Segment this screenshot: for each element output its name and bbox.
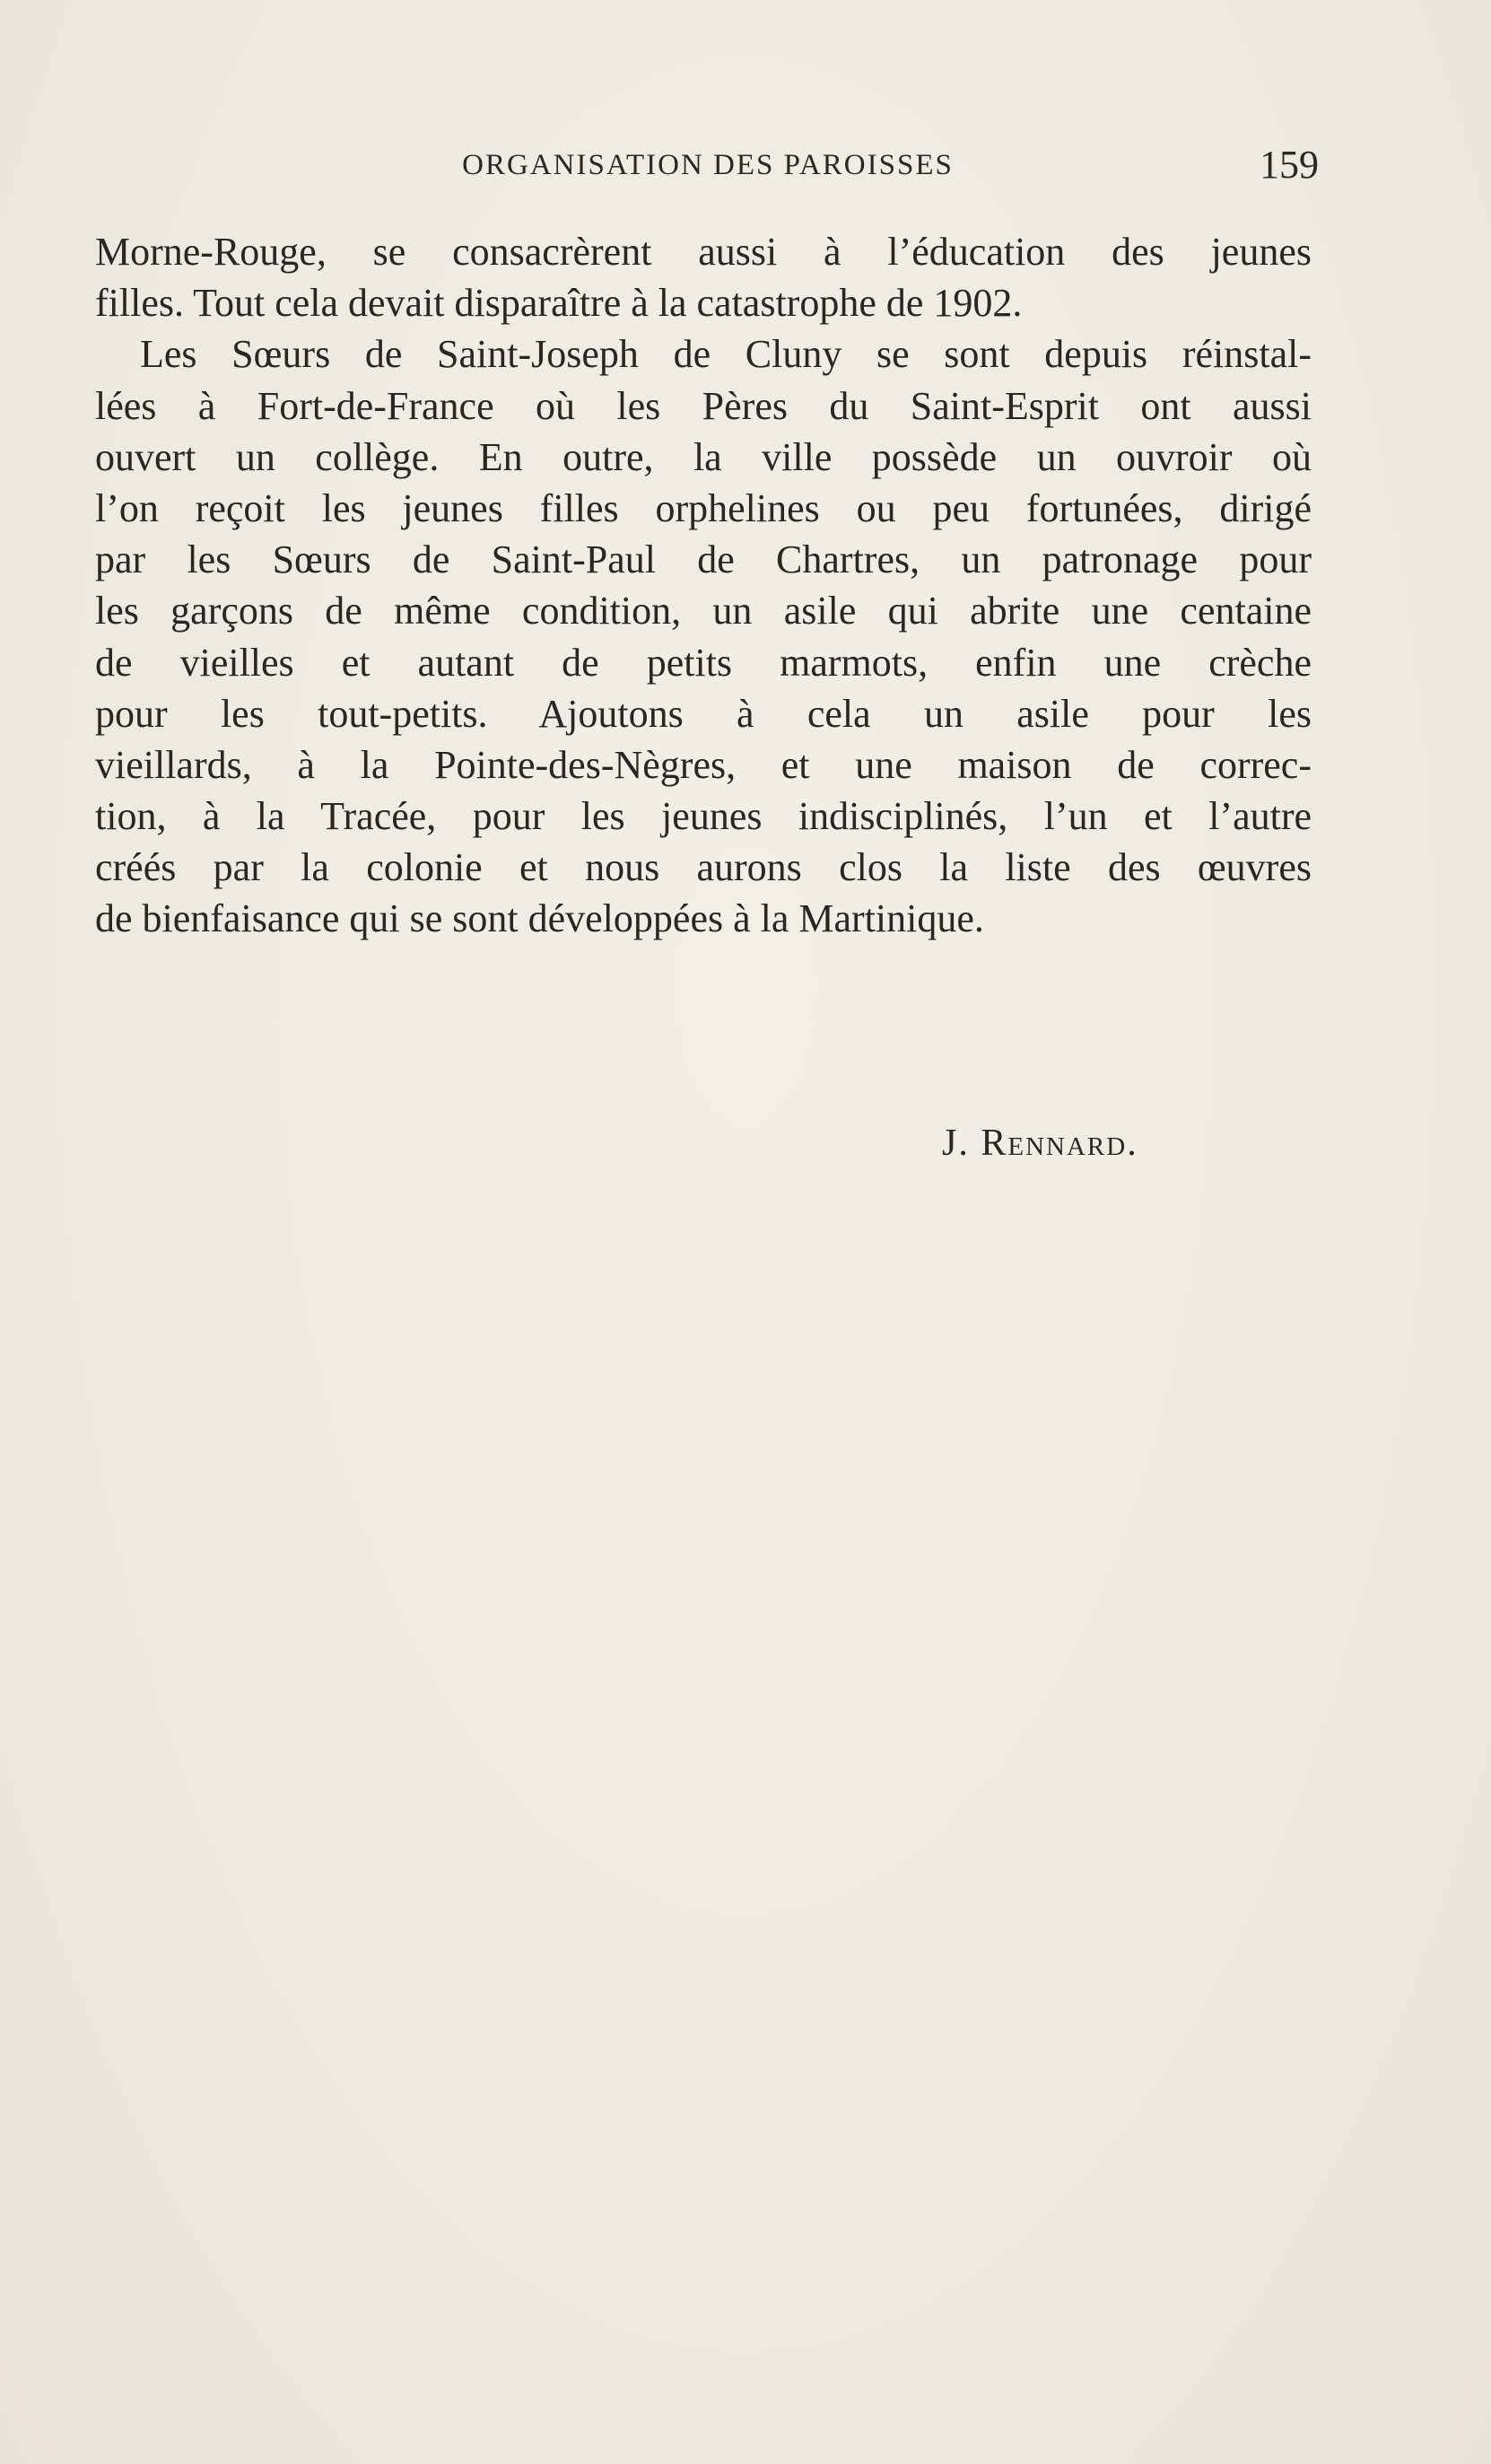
- text-line: Morne-Rouge, se consacrèrent aussi à l’éducation des jeunes: [95, 230, 1312, 274]
- running-head: [97, 142, 1319, 196]
- author-signature: [942, 1122, 1138, 1165]
- text-line: Les Sœurs de Saint-Joseph de Cluny se sont depuis réinstal-: [140, 332, 1312, 377]
- text-line: les garçons de même condition, un asile qui abrite une centaine: [95, 589, 1312, 633]
- text-line: filles. Tout cela devait disparaître à la catastrophe de 1902.: [95, 281, 1023, 326]
- author-surname: Rennard.: [981, 1123, 1138, 1164]
- author-initial: J.: [942, 1123, 970, 1164]
- running-title: ORGANISATION DES PAROISSES: [462, 149, 954, 181]
- text-line: de bienfaisance qui se sont développées à la Martinique.: [95, 896, 984, 941]
- body-text: [95, 226, 1312, 945]
- text-line: de vieilles et autant de petits marmots, enfin une crèche: [95, 640, 1312, 685]
- text-line: tion, à la Tracée, pour les jeunes indisciplinés, l’un et l’autre: [95, 794, 1312, 839]
- page-number: 159: [1260, 143, 1319, 187]
- text-line: lées à Fort-de-France où les Pères du Saint-Esprit ont aussi: [95, 383, 1312, 428]
- text-line: l’on reçoit les jeunes filles orphelines ou peu fortunées, dirigé: [95, 485, 1312, 530]
- text-line: ouvert un collège. En outre, la ville possède un ouvroir où: [95, 434, 1312, 479]
- text-line: créés par la colonie et nous aurons clos la liste des œuvres: [95, 845, 1312, 890]
- text-line: pour les tout-petits. Ajoutons à cela un asile pour les: [95, 691, 1312, 736]
- text-line: vieillards, à la Pointe-des-Nègres, et une maison de correc-: [95, 742, 1312, 787]
- text-line: par les Sœurs de Saint-Paul de Chartres, un patronage pour: [95, 537, 1312, 582]
